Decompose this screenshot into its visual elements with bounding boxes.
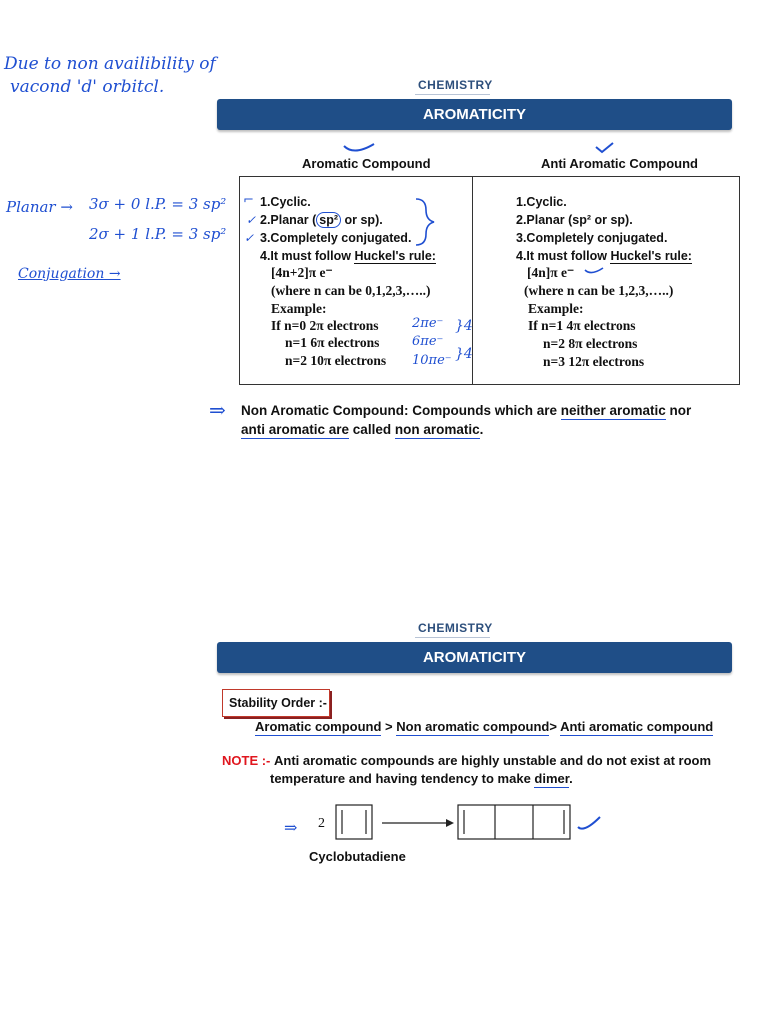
check-mark-icon: ✓ — [246, 213, 257, 227]
aromatic-rule-cyclic: 1.Cyclic. — [260, 195, 311, 209]
check-mark-icon: ⌐ — [243, 193, 254, 208]
handwritten-note-line-1: Due to non availibility of — [4, 54, 216, 74]
arrow-icon: ⇒ — [284, 818, 298, 837]
anti-formula: [4n]π e⁻ — [527, 265, 575, 280]
logo-underline — [415, 94, 490, 95]
non-aromatic-definition-line-1: Non Aromatic Compound: Compounds which are neither aromatic nor — [241, 403, 692, 418]
arrow-icon: ⇒ — [209, 398, 226, 422]
handwritten-note-line-2: vacond 'd' orbitcl. — [10, 77, 165, 97]
aromatic-formula: [4n+2]π e⁻ — [271, 265, 333, 280]
aromatic-column-heading: Aromatic Compound — [302, 156, 431, 171]
hybridization-eq-1: 3σ + 0 l.P. = 3 sp² — [89, 195, 227, 213]
cyclobutadiene-label: Cyclobutadiene — [309, 849, 406, 864]
aromatic-example-label: Example: — [271, 301, 327, 316]
aromatic-rule-huckel: 4.It must follow Huckel's rule: — [260, 249, 436, 263]
anti-example-1: If n=1 4π electrons — [528, 318, 636, 333]
aromaticity-banner: AROMATICITY — [217, 99, 732, 130]
anti-rule-planar: 2.Planar (sp² or sp). — [516, 213, 633, 227]
anti-rule-huckel: 4.It must follow Huckel's rule: — [516, 249, 692, 263]
conjugation-label: Conjugation → — [18, 266, 121, 282]
chemistry-logo: CHEMISTRY — [418, 621, 493, 635]
note-line-1: NOTE :- Anti aromatic compounds are highly unstable and do not exist at room — [222, 753, 712, 768]
check-mark-icon — [593, 140, 617, 156]
aromatic-rule-conjugated: 3.Completely conjugated. — [260, 231, 412, 245]
aromatic-n-values: (where n can be 0,1,2,3,…..) — [271, 283, 431, 298]
cyclobutadiene-dimerization-scheme — [334, 803, 604, 843]
anti-example-3: n=3 12π electrons — [543, 354, 645, 369]
brace-annotation: }4 — [455, 318, 473, 334]
aromaticity-banner: AROMATICITY — [217, 642, 732, 673]
aromatic-rule-planar: 2.Planar ( sp² or sp). — [260, 213, 383, 227]
anti-n-values: (where n can be 1,2,3,…..) — [524, 283, 674, 298]
tilde-mark-icon — [583, 266, 605, 276]
planar-label: Planar → — [6, 198, 73, 216]
non-aromatic-definition-line-2: anti aromatic are called non aromatic. — [241, 422, 484, 437]
sp2-circled: sp² — [316, 212, 341, 228]
annotation-6pi: 6πe⁻ — [412, 334, 444, 349]
stability-order-label: Stability Order :- — [229, 696, 327, 710]
note-line-2: temperature and having tendency to make dimer. — [270, 771, 573, 786]
aromatic-example-3: n=2 10π electrons — [285, 353, 387, 368]
annotation-10pi: 10πe⁻ — [412, 353, 452, 368]
logo-underline — [415, 637, 490, 638]
stability-order-sequence: Aromatic compound > Non aromatic compound> Anti aromatic compound — [255, 719, 714, 734]
aromatic-example-1: If n=0 2π electrons — [271, 318, 379, 333]
anti-aromatic-column-heading: Anti Aromatic Compound — [541, 156, 698, 171]
check-mark-icon — [340, 140, 380, 156]
curly-brace-icon — [412, 196, 438, 248]
brace-annotation: }4 — [455, 346, 473, 362]
anti-rule-conjugated: 3.Completely conjugated. — [516, 231, 668, 245]
anti-rule-cyclic: 1.Cyclic. — [516, 195, 567, 209]
note-label: NOTE :- — [222, 753, 271, 768]
chemistry-logo: CHEMISTRY — [418, 78, 493, 92]
anti-example-label: Example: — [528, 301, 584, 316]
anti-example-2: n=2 8π electrons — [543, 336, 638, 351]
annotation-2pi: 2πe⁻ — [412, 316, 444, 331]
hybridization-eq-2: 2σ + 1 l.P. = 3 sp² — [89, 225, 227, 243]
coefficient: 2 — [318, 816, 325, 831]
check-mark-icon: ✓ — [244, 231, 255, 245]
aromatic-example-2: n=1 6π electrons — [285, 335, 380, 350]
